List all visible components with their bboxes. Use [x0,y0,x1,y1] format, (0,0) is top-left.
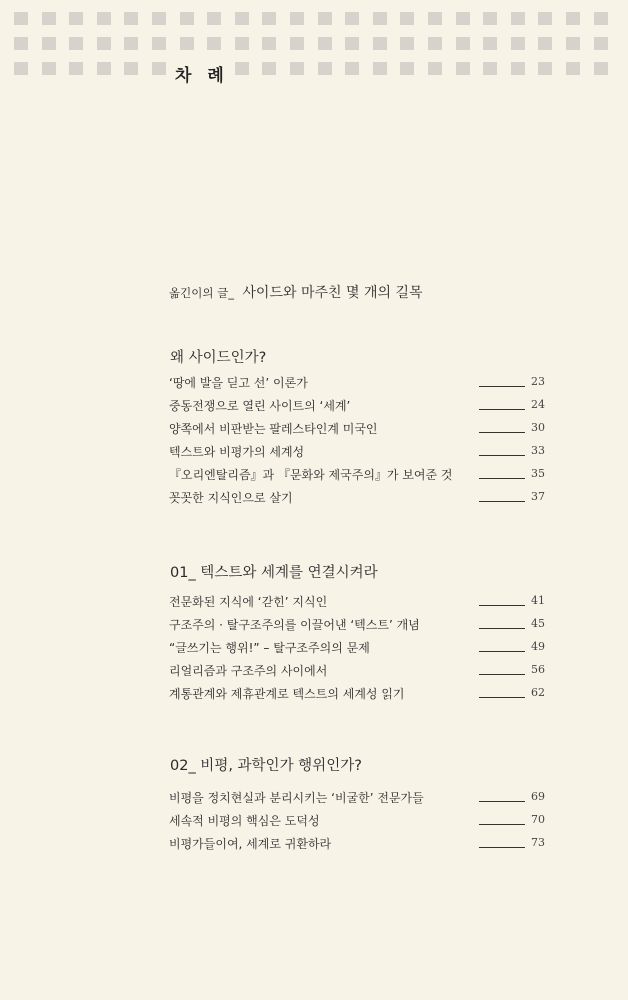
toc-entry[interactable] [169,639,545,659]
leader-line [479,628,525,629]
section-heading-intro: 왜 사이드인가? [170,350,267,366]
toc-entry-label: 세속적 비평의 핵심은 도덕성 [169,814,320,828]
decorative-square-pattern [14,12,624,82]
page-number: 33 [531,444,545,457]
toc-entry[interactable] [169,420,545,440]
page-number: 35 [531,467,545,480]
decorative-square [318,37,332,50]
toc-entry[interactable] [169,835,545,855]
decorative-square [538,62,552,75]
decorative-square [180,12,194,25]
toc-entry-label: 전문화된 지식에 ‘갇힌’ 지식인 [169,595,328,609]
toc-entry[interactable] [169,374,545,394]
leader-line [479,674,525,675]
decorative-square [318,12,332,25]
decorative-square [152,62,166,75]
page-number: 70 [531,813,545,826]
decorative-square [124,37,138,50]
toc-entry-label: 계통관계와 제휴관계로 텍스트의 세계성 읽기 [169,687,405,701]
decorative-square [428,12,442,25]
page-number: 41 [531,594,545,607]
decorative-square [483,62,497,75]
decorative-square [42,12,56,25]
decorative-square [400,62,414,75]
decorative-square [14,12,28,25]
toc-entry-label: 리얼리즘과 구조주의 사이에서 [169,664,328,678]
toc-entry[interactable] [169,812,545,832]
decorative-square [69,62,83,75]
decorative-square [345,37,359,50]
decorative-square [97,12,111,25]
leader-line [479,801,525,802]
page-number: 56 [531,663,545,676]
page-number: 24 [531,398,545,411]
page-number: 37 [531,490,545,503]
decorative-square [511,62,525,75]
decorative-square [373,62,387,75]
decorative-square [152,12,166,25]
preface-prefix: 옮긴이의 글_ [169,286,234,300]
leader-line [479,432,525,433]
decorative-square [483,12,497,25]
toc-entry[interactable] [169,397,545,417]
decorative-square [97,62,111,75]
decorative-square [400,12,414,25]
leader-line [479,386,525,387]
decorative-square [594,62,608,75]
page-number: 23 [531,375,545,388]
page-number: 30 [531,421,545,434]
toc-entry-label: 『오리엔탈리즘』과 『문화와 제국주의』가 보여준 것 [169,468,453,482]
decorative-square [456,62,470,75]
decorative-square [180,37,194,50]
leader-line [479,847,525,848]
decorative-square [456,37,470,50]
toc-entry[interactable] [169,443,545,463]
decorative-square [14,37,28,50]
page-number: 45 [531,617,545,630]
decorative-square [511,37,525,50]
page-number: 73 [531,836,545,849]
decorative-square [42,62,56,75]
toc-entry[interactable] [169,685,545,705]
decorative-square [566,62,580,75]
decorative-square [428,37,442,50]
decorative-square [594,37,608,50]
toc-entry-label: 중동전쟁으로 열린 사이트의 ‘세계’ [169,399,351,413]
decorative-square [69,12,83,25]
decorative-square [373,37,387,50]
toc-entry-label: ‘땅에 발을 딛고 선’ 이론가 [169,376,308,390]
toc-entry[interactable] [169,616,545,636]
decorative-square [428,62,442,75]
leader-line [479,478,525,479]
toc-entry[interactable] [169,662,545,682]
decorative-square [235,12,249,25]
decorative-square [511,12,525,25]
toc-entry-label: “글쓰기는 행위!” – 탈구조주의의 문제 [169,641,370,655]
decorative-square [235,62,249,75]
decorative-square [207,12,221,25]
decorative-square [69,37,83,50]
decorative-square [97,37,111,50]
page-number: 69 [531,790,545,803]
translator-preface-entry[interactable] [169,282,423,302]
decorative-square [207,37,221,50]
toc-entry[interactable] [169,789,545,809]
section-heading-02: 02_ 비평, 과학인가 행위인가? [170,758,362,774]
decorative-square [373,12,387,25]
toc-entry[interactable] [169,489,545,509]
toc-entry-label: 비평가들이여, 세계로 귀환하라 [169,837,332,851]
leader-line [479,455,525,456]
decorative-square [124,12,138,25]
preface-title: 사이드와 마주친 몇 개의 길목 [242,285,423,301]
section-heading-01: 01_ 텍스트와 세계를 연결시켜라 [170,565,378,581]
decorative-square [345,12,359,25]
page-number: 62 [531,686,545,699]
decorative-square [400,37,414,50]
decorative-square [290,62,304,75]
decorative-square [124,62,138,75]
leader-line [479,501,525,502]
decorative-square [483,37,497,50]
decorative-square [262,12,276,25]
decorative-square [14,62,28,75]
leader-line [479,651,525,652]
decorative-square [538,12,552,25]
decorative-square [456,12,470,25]
decorative-square [290,12,304,25]
decorative-square [235,37,249,50]
decorative-square [42,37,56,50]
leader-line [479,409,525,410]
toc-entry-label: 구조주의 · 탈구조주의를 이끌어낸 ‘텍스트’ 개념 [169,618,420,632]
page-title: 차 례 [173,61,235,86]
decorative-square [566,37,580,50]
decorative-square [538,37,552,50]
decorative-square [262,62,276,75]
toc-entry-label: 양쪽에서 비판받는 팔레스타인계 미국인 [169,422,378,436]
decorative-square [345,62,359,75]
page-number: 49 [531,640,545,653]
leader-line [479,824,525,825]
decorative-square [566,12,580,25]
leader-line [479,605,525,606]
toc-entry[interactable] [169,466,545,486]
decorative-square [262,37,276,50]
decorative-square [290,37,304,50]
toc-entry-label: 꼿꼿한 지식인으로 살기 [169,491,293,505]
decorative-square [318,62,332,75]
toc-entry[interactable] [169,593,545,613]
decorative-square [152,37,166,50]
decorative-square [594,12,608,25]
toc-entry-label: 비평을 정치현실과 분리시키는 ‘비굴한’ 전문가들 [169,791,424,805]
toc-entry-label: 텍스트와 비평가의 세계성 [169,445,305,459]
leader-line [479,697,525,698]
